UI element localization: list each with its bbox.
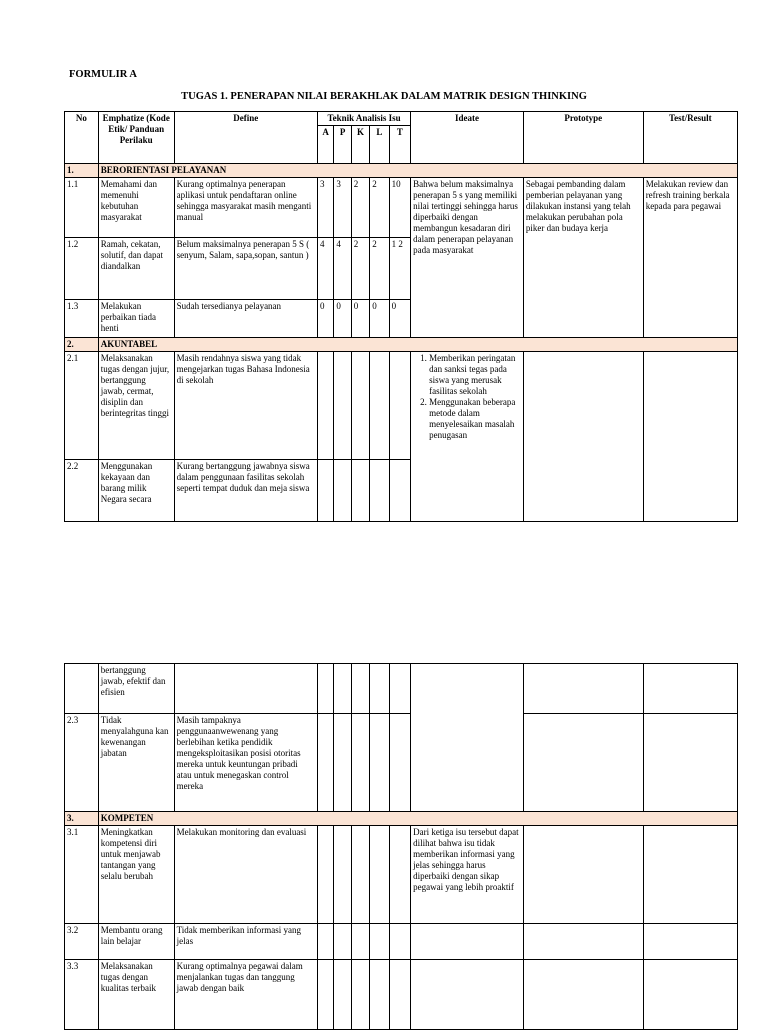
header-ideate: Ideate <box>411 112 524 164</box>
score-t <box>389 352 411 460</box>
score-p <box>334 460 351 522</box>
score-t <box>389 826 411 924</box>
row-number: 2.2 <box>65 460 99 522</box>
prototype-cell <box>523 826 643 924</box>
score-k <box>351 960 369 1030</box>
test-result-cell <box>643 826 737 924</box>
score-t: 10 <box>389 178 411 238</box>
document-title: TUGAS 1. PENERAPAN NILAI BERAKHLAK DALAM MATRIK DESIGN THINKING <box>181 91 587 102</box>
prototype-cell <box>523 352 643 522</box>
define-cell: Kurang bertanggung jawabnya siswa dalam penggunaan fasilitas sekolah seperti tempat duduk dan meja siswa <box>174 460 317 522</box>
score-k: 2 <box>351 238 369 300</box>
define-cell: Belum maksimalnya penerapan 5 S ( senyum, Salam, sapa,sopan, santun ) <box>174 238 317 300</box>
form-label: FORMULIR A <box>69 69 137 80</box>
score-a: 4 <box>317 238 333 300</box>
section-number: 3. <box>65 812 99 826</box>
score-t <box>389 714 411 812</box>
emphatize-cell: Meningkatkan kompetensi diri untuk menjawab tantangan yang selalu berubah <box>98 826 174 924</box>
header-row <box>65 112 738 126</box>
header-p: P <box>334 126 351 164</box>
header-emphatize: Emphatize (Kode Etik/ Panduan Perilaku <box>98 112 174 164</box>
ideate-cell <box>411 664 524 812</box>
define-cell: Melakukan monitoring dan evaluasi <box>174 826 317 924</box>
table-row <box>65 352 738 460</box>
score-p: 4 <box>334 238 351 300</box>
section-title: KOMPETEN <box>98 812 737 826</box>
score-a: 3 <box>317 178 333 238</box>
score-a <box>318 924 334 960</box>
score-k <box>351 352 369 460</box>
score-l <box>370 826 389 924</box>
score-l <box>370 460 389 522</box>
score-a <box>318 960 334 1030</box>
score-k: 2 <box>351 178 369 238</box>
header-prototype: Prototype <box>523 112 643 164</box>
emphatize-cell: Melakukan perbaikan tiada henti <box>98 300 174 338</box>
score-l <box>370 714 389 812</box>
ideate-cell <box>411 352 524 522</box>
section-row <box>65 164 738 178</box>
score-t <box>389 460 411 522</box>
ideate-list <box>413 353 521 441</box>
header-l: L <box>370 126 389 164</box>
score-k <box>351 714 369 812</box>
score-t: 0 <box>389 300 411 338</box>
row-number: 1.1 <box>65 178 99 238</box>
header-test-result: Test/Result <box>643 112 737 164</box>
score-p <box>334 714 351 812</box>
section-title: BERORIENTASI PELAYANAN <box>98 164 737 178</box>
score-l <box>370 352 389 460</box>
header-teknik-analisis-isu: Teknik Analisis Isu <box>317 112 410 126</box>
emphatize-cell: Memahami dan memenuhi kebutuhan masyarakat <box>98 178 174 238</box>
score-a <box>317 460 333 522</box>
row-number <box>65 664 99 714</box>
define-cell: Masih tampaknya penggunaanwewenang yang berlebihan ketika pendidik mengeksploitasikan posisi otoritas mereka untuk keuntungan pribadi atau untuk menegaskan control mereka <box>174 714 317 812</box>
score-a: 0 <box>317 300 333 338</box>
table-row <box>65 924 738 960</box>
list-item: 1. Memberikan peringatan dan sanksi tegas pada siswa yang merusak fasilitas sekolah <box>429 353 521 397</box>
emphatize-cell: Tidak menyalahguna kan kewenangan jabatan <box>98 714 174 812</box>
design-thinking-matrix-page-1 <box>64 111 738 522</box>
ideate-cell: Dari ketiga isu tersebut dapat dilihat bahwa isu tidak memberikan informasi yang jelas sehingga harus diperbaiki dengan sikap pegawai yang lebih proaktif <box>411 826 524 924</box>
score-p <box>334 664 351 714</box>
list-item: 2. Menggunakan beberapa metode dalam menyelesaikan masalah penugasan <box>429 397 521 441</box>
test-result-cell: Melakukan review dan refresh training berkala kepada para pegawai <box>643 178 737 338</box>
score-p <box>334 826 351 924</box>
header-a: A <box>317 126 333 164</box>
emphatize-cell: Membantu orang lain belajar <box>98 924 174 960</box>
row-number: 3.3 <box>65 960 99 1030</box>
emphatize-cell: Melaksanakan tugas dengan jujur, bertanggung jawab, cermat, disiplin dan berintegritas tinggi <box>98 352 174 460</box>
score-l: 0 <box>370 300 389 338</box>
table-row <box>65 960 738 1030</box>
score-k <box>351 664 369 714</box>
emphatize-cell: Melaksanakan tugas dengan kualitas terbaik <box>98 960 174 1030</box>
section-number: 1. <box>65 164 99 178</box>
test-result-cell <box>643 352 737 522</box>
emphatize-cell: bertanggung jawab, efektif dan efisien <box>98 664 174 714</box>
emphatize-cell: Menggunakan kekayaan dan barang milik Negara secara <box>98 460 174 522</box>
section-number: 2. <box>65 338 99 352</box>
header-t: T <box>389 126 411 164</box>
define-cell: Tidak memberikan informasi yang jelas <box>174 924 317 960</box>
test-result-cell <box>643 714 737 812</box>
section-title: AKUNTABEL <box>98 338 737 352</box>
row-number: 2.3 <box>65 714 99 812</box>
score-l <box>370 960 389 1030</box>
define-cell: Sudah tersedianya pelayanan <box>174 300 317 338</box>
define-cell: Kurang optimalnya penerapan aplikasi untuk pendaftaran online sehingga masyarakat masih menganti manual <box>174 178 317 238</box>
score-k <box>351 460 369 522</box>
score-p: 3 <box>334 178 351 238</box>
ideate-cell <box>411 924 524 960</box>
score-p <box>334 924 351 960</box>
score-p <box>334 960 351 1030</box>
score-t <box>389 924 411 960</box>
section-row <box>65 812 738 826</box>
score-a <box>318 664 334 714</box>
row-number: 3.1 <box>65 826 99 924</box>
score-k: 0 <box>351 300 369 338</box>
score-t <box>389 664 411 714</box>
row-number: 3.2 <box>65 924 99 960</box>
test-result-cell <box>643 960 737 1030</box>
prototype-cell: Sebagai pembanding dalam pemberian pelayanan yang dilakukan instansi yang telah melakukan perubahan pola piker dan budaya kerja <box>523 178 643 338</box>
table-row <box>65 826 738 924</box>
score-t <box>389 960 411 1030</box>
score-p <box>334 352 351 460</box>
test-result-cell <box>643 664 737 714</box>
ideate-cell <box>411 960 524 1030</box>
prototype-cell <box>523 960 643 1030</box>
define-cell: Masih rendahnya siswa yang tidak mengejarkan tugas Bahasa Indonesia di sekolah <box>174 352 317 460</box>
row-number: 1.3 <box>65 300 99 338</box>
score-k <box>351 924 369 960</box>
score-a <box>318 826 334 924</box>
test-result-cell <box>643 924 737 960</box>
row-number: 1.2 <box>65 238 99 300</box>
row-number: 2.1 <box>65 352 99 460</box>
score-p: 0 <box>334 300 351 338</box>
score-l <box>370 664 389 714</box>
prototype-cell <box>523 924 643 960</box>
design-thinking-matrix-page-2 <box>64 663 738 1030</box>
emphatize-cell: Ramah, cekatan, solutif, dan dapat diandalkan <box>98 238 174 300</box>
define-cell <box>174 664 317 714</box>
score-l <box>370 924 389 960</box>
ideate-cell: Bahwa belum maksimalnya penerapan 5 s yang memiliki nilai tertinggi sehingga harus diperbaiki dengan membangun kesadaran diri dalam penerapan pelayanan pada masyarakat <box>411 178 524 338</box>
score-a <box>318 714 334 812</box>
header-no: No <box>65 112 99 164</box>
table-row <box>65 664 738 714</box>
define-cell: Kurang optimalnya pegawai dalam menjalankan tugas dan tanggung jawab dengan baik <box>174 960 317 1030</box>
score-l: 2 <box>370 238 389 300</box>
table-row <box>65 178 738 238</box>
header-define: Define <box>174 112 317 164</box>
prototype-cell <box>523 714 643 812</box>
score-t: 1 2 <box>389 238 411 300</box>
score-a <box>317 352 333 460</box>
table-row <box>65 714 738 812</box>
header-k: K <box>351 126 369 164</box>
score-k <box>351 826 369 924</box>
prototype-cell <box>523 664 643 714</box>
section-row <box>65 338 738 352</box>
score-l: 2 <box>370 178 389 238</box>
